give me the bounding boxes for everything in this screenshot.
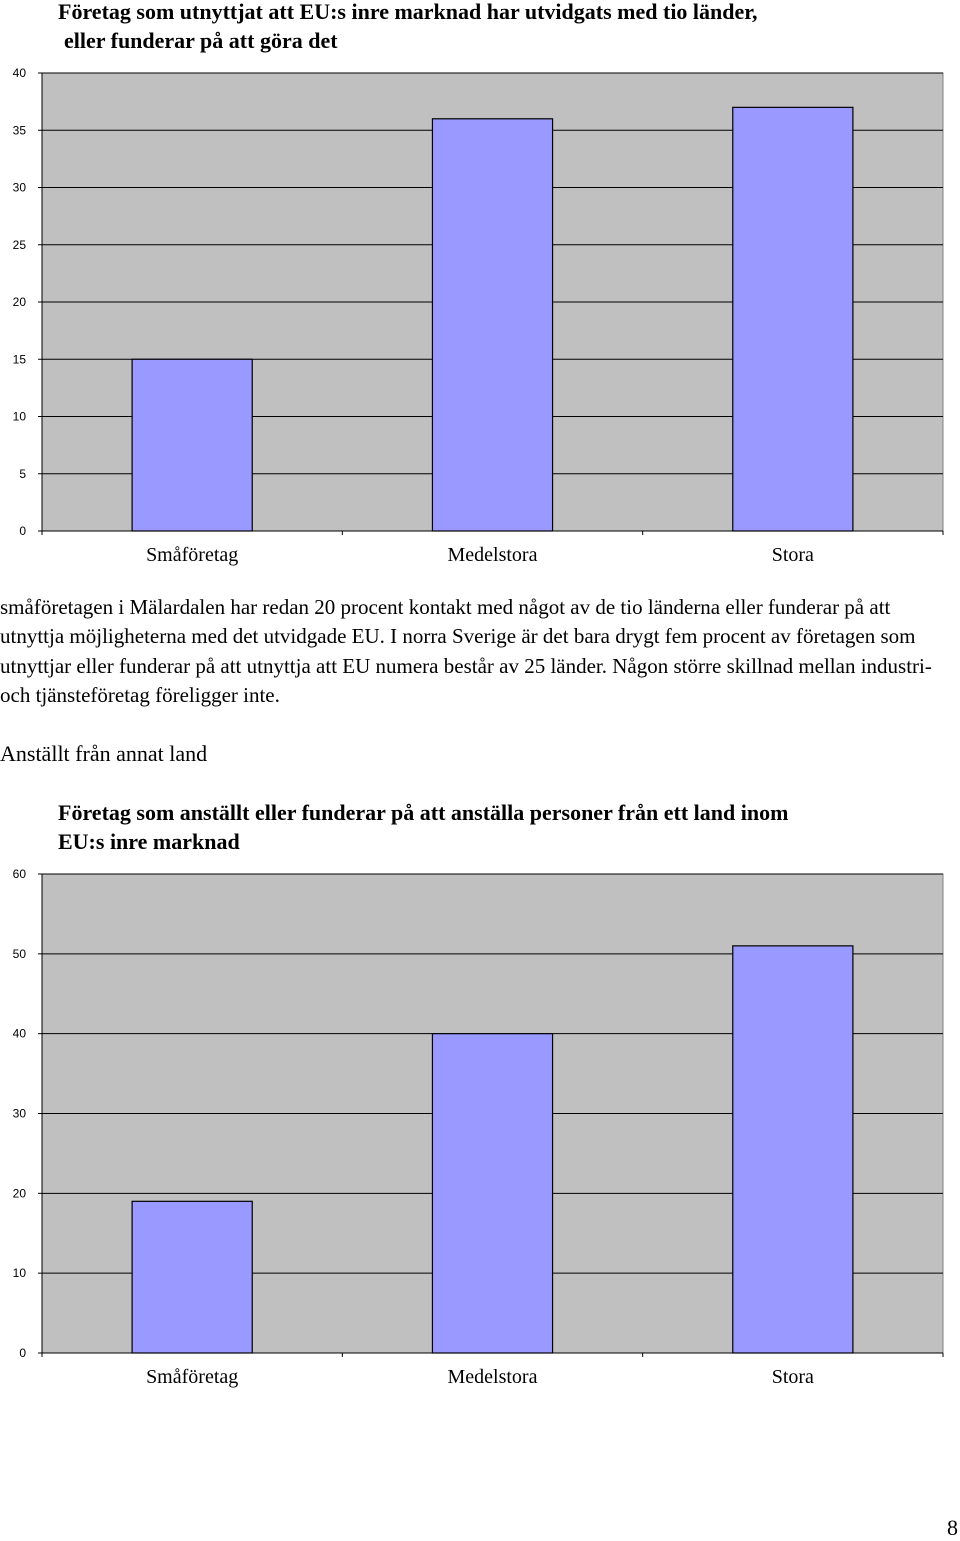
y-tick-label: 10: [12, 409, 26, 424]
x-category-label: Stora: [771, 1366, 814, 1388]
bar-2: [432, 1034, 552, 1353]
y-tick-label: 20: [12, 295, 26, 309]
x-category-label: Småföretag: [146, 1366, 239, 1388]
bar-3: [733, 946, 853, 1353]
y-tick-label: 40: [12, 66, 26, 80]
y-tick-label: 15: [12, 352, 26, 367]
y-tick-label: 10: [12, 1266, 26, 1281]
x-category-label: Småföretag: [146, 544, 239, 566]
x-category-label: Stora: [771, 544, 814, 566]
y-tick-label: 40: [12, 1026, 26, 1041]
section-heading: Anställt från annat land: [0, 741, 208, 766]
y-tick-label: 0: [19, 1346, 26, 1360]
chart1-title-line1: Företag som utnyttjat att EU:s inre marknad har utvidgats med tio länder,: [58, 0, 758, 24]
y-tick-label: 50: [12, 946, 26, 961]
y-tick-label: 35: [12, 123, 26, 138]
body-paragraph: småföretagen i Mälardalen har redan 20 procent kontakt med något av de tio länderna eller funderar på att utnyttja möjligheterna med det utvidgade EU. I norra Sverige är det bara drygt fem procent av företagen som utnyttjar eller funderar på att utnyttja att EU numera består av 25 länder. Någon större skillnad mellan industri- och tjänsteföretag föreligger inte.: [0, 595, 932, 707]
chart2-title-line2: EU:s inre marknad: [58, 829, 240, 854]
y-tick-label: 5: [19, 466, 26, 481]
chart1-title-line2: eller funderar på att göra det: [64, 28, 338, 53]
page-number: 8: [947, 1515, 958, 1540]
y-tick-label: 20: [12, 1186, 26, 1201]
y-tick-label: 0: [19, 524, 26, 538]
y-tick-label: 30: [12, 1106, 26, 1121]
x-category-label: Medelstora: [447, 1366, 538, 1388]
chart2-title-line1: Företag som anställt eller funderar på att anställa personer från ett land inom: [58, 800, 789, 825]
y-tick-label: 30: [12, 180, 26, 195]
y-tick-label: 25: [12, 237, 26, 252]
bar-1: [132, 1201, 252, 1353]
x-category-label: Medelstora: [447, 544, 538, 566]
y-tick-label: 60: [12, 867, 26, 881]
